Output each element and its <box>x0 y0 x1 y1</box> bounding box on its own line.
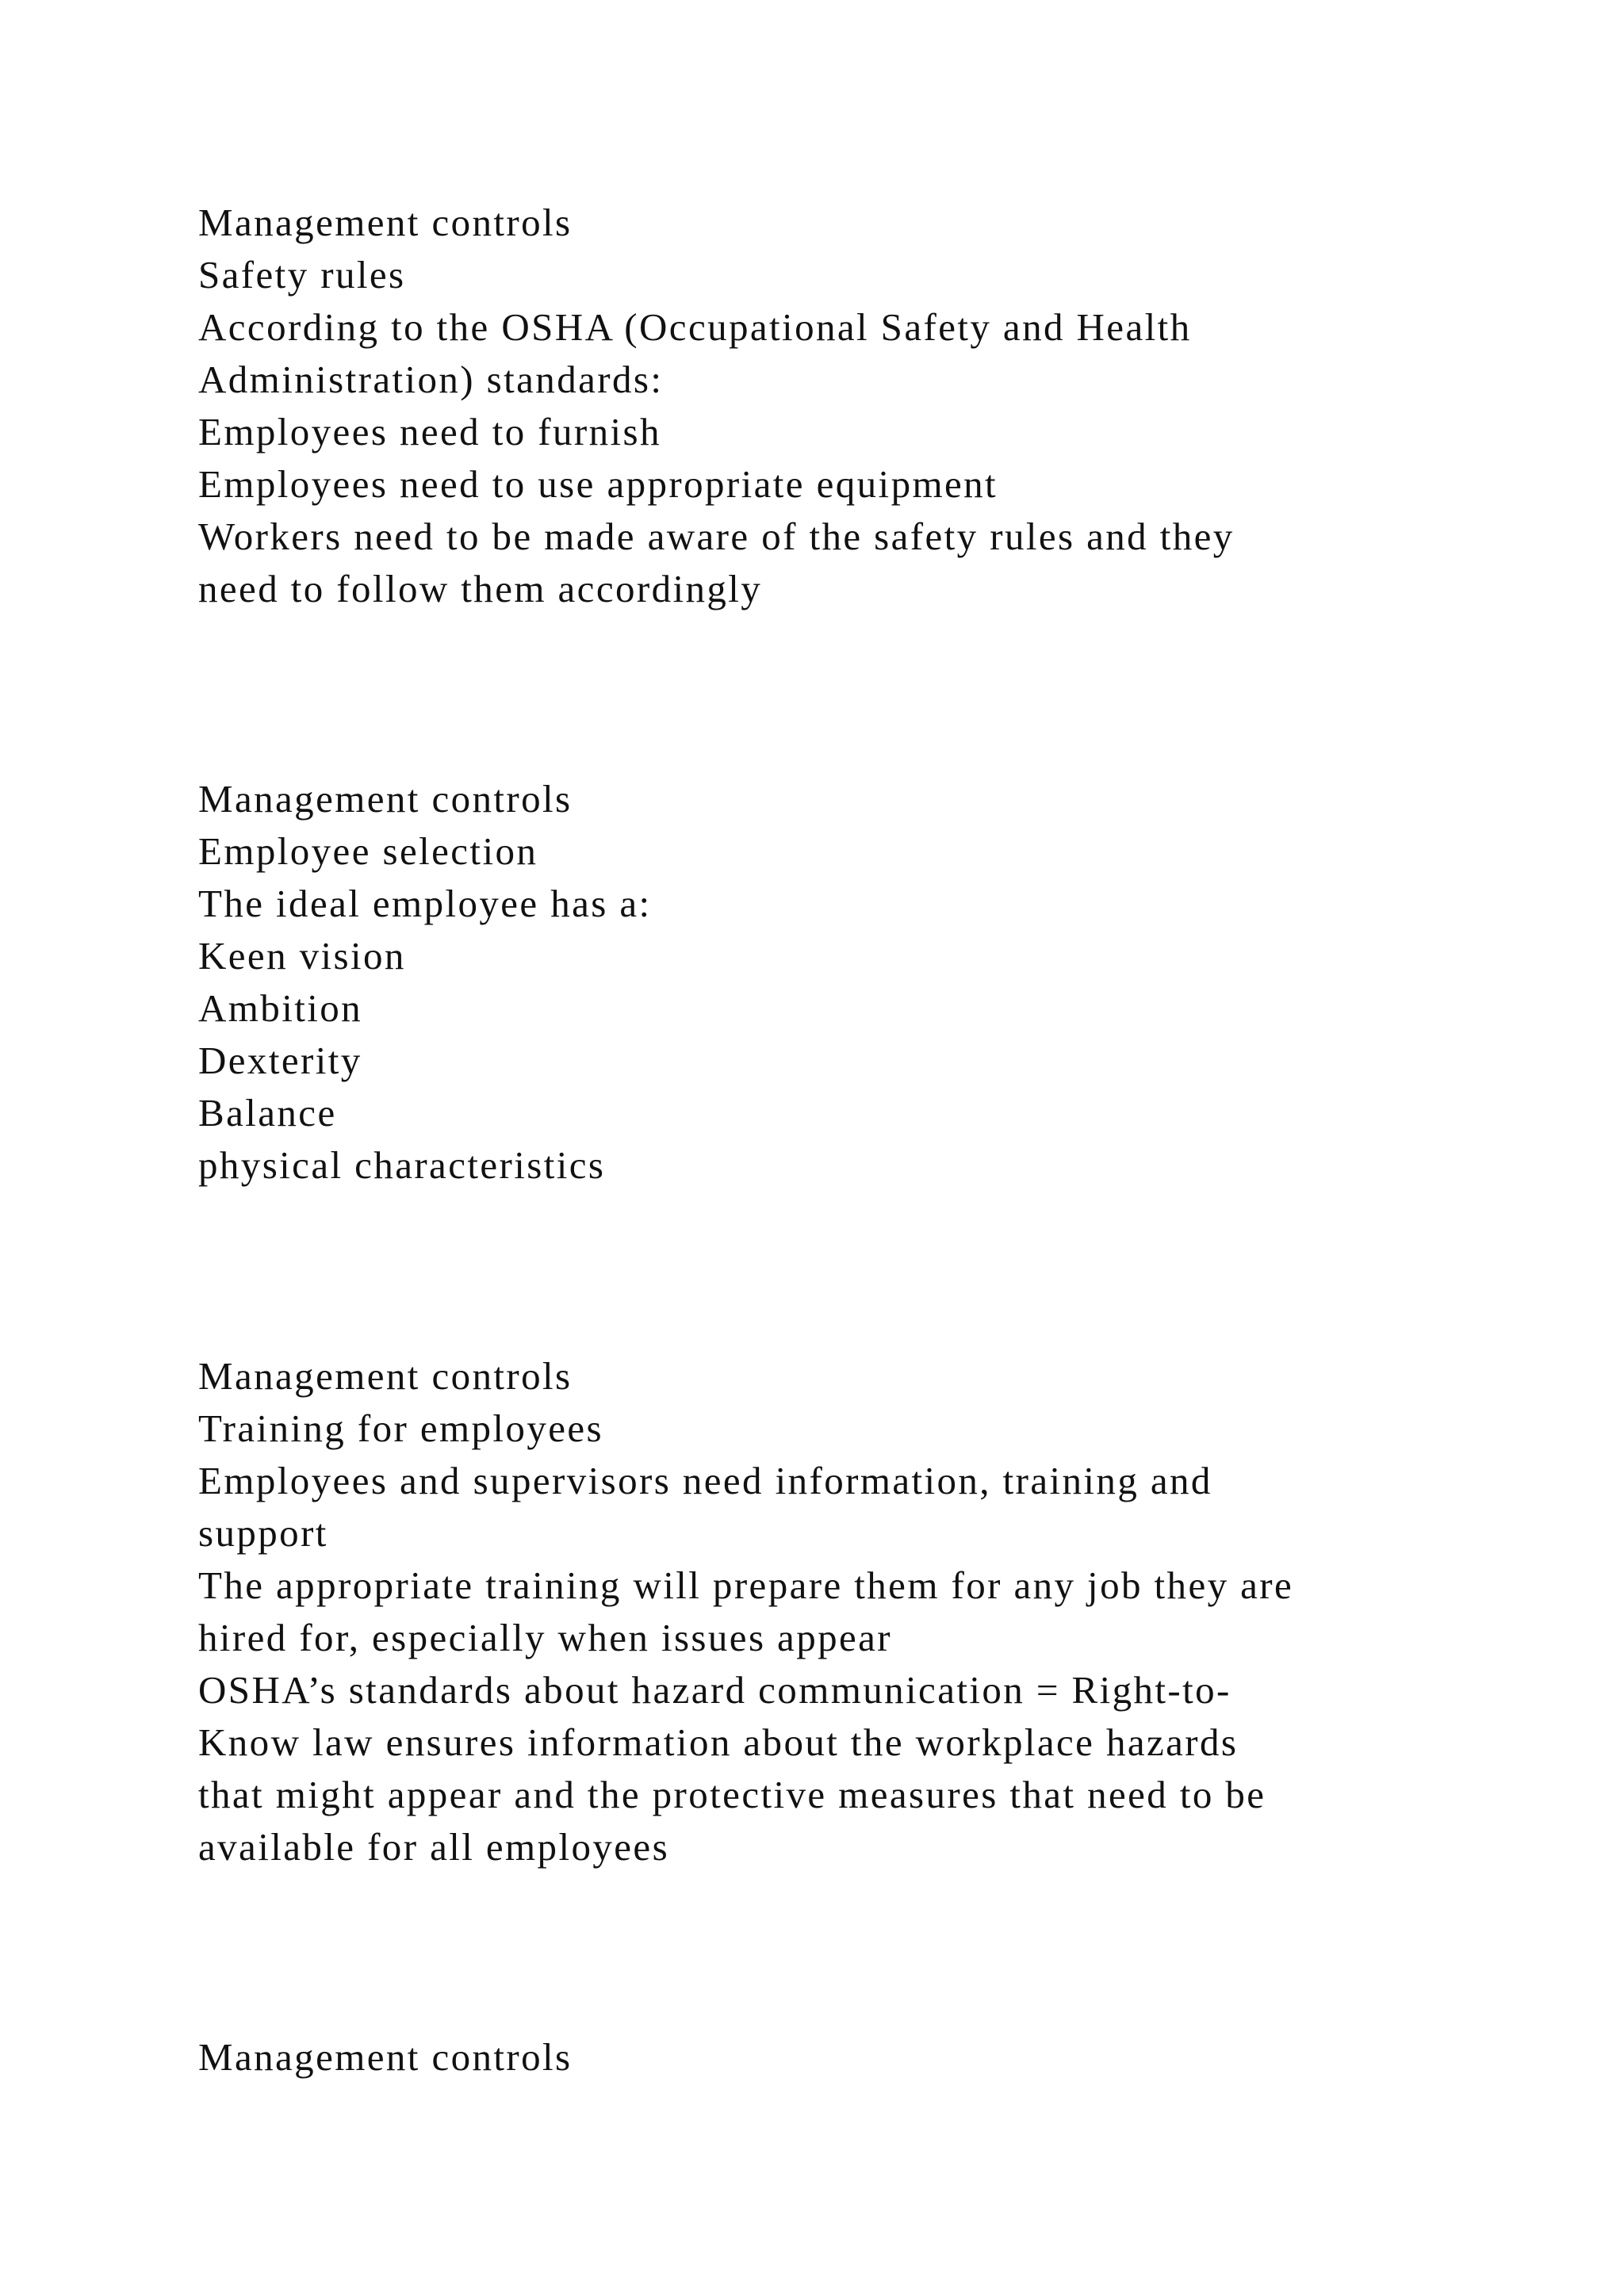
section-safety-rules <box>198 197 1235 615</box>
section-management-controls <box>198 2031 573 2084</box>
text-line: Employees need to furnish <box>198 410 661 453</box>
section-heading: Management controls <box>198 2035 573 2079</box>
text-line: Ambition <box>198 986 363 1030</box>
text-line: Employee selection <box>198 829 538 873</box>
text-line: Dexterity <box>198 1039 362 1082</box>
text-line: need to follow them accordingly <box>198 567 763 610</box>
text-line: According to the OSHA (Occupational Safety and Health <box>198 305 1192 349</box>
section-heading: Management controls <box>198 201 573 244</box>
text-line: hired for, especially when issues appear <box>198 1616 893 1659</box>
text-line: Training for employees <box>198 1406 603 1450</box>
text-line: Keen vision <box>198 934 406 978</box>
text-line: physical characteristics <box>198 1143 606 1187</box>
text-line: Balance <box>198 1091 337 1135</box>
text-line: Employees and supervisors need information, training and <box>198 1459 1212 1502</box>
text-line: Employees need to use appropriate equipment <box>198 462 998 506</box>
text-line: OSHA’s standards about hazard communication = Right-to- <box>198 1668 1231 1712</box>
text-line: that might appear and the protective measures that need to be <box>198 1773 1266 1816</box>
section-training <box>198 1350 1293 1873</box>
text-line: Know law ensures information about the workplace hazards <box>198 1720 1239 1764</box>
text-line: The ideal employee has a: <box>198 882 652 925</box>
text-line: available for all employees <box>198 1825 670 1869</box>
text-line: Administration) standards: <box>198 358 664 401</box>
section-heading: Management controls <box>198 777 573 821</box>
text-line: Workers need to be made aware of the safety rules and they <box>198 515 1235 558</box>
text-line: support <box>198 1511 328 1555</box>
text-line: The appropriate training will prepare them for any job they are <box>198 1563 1294 1607</box>
text-line: Safety rules <box>198 253 406 297</box>
section-employee-selection <box>198 773 652 1192</box>
section-heading: Management controls <box>198 1354 573 1398</box>
